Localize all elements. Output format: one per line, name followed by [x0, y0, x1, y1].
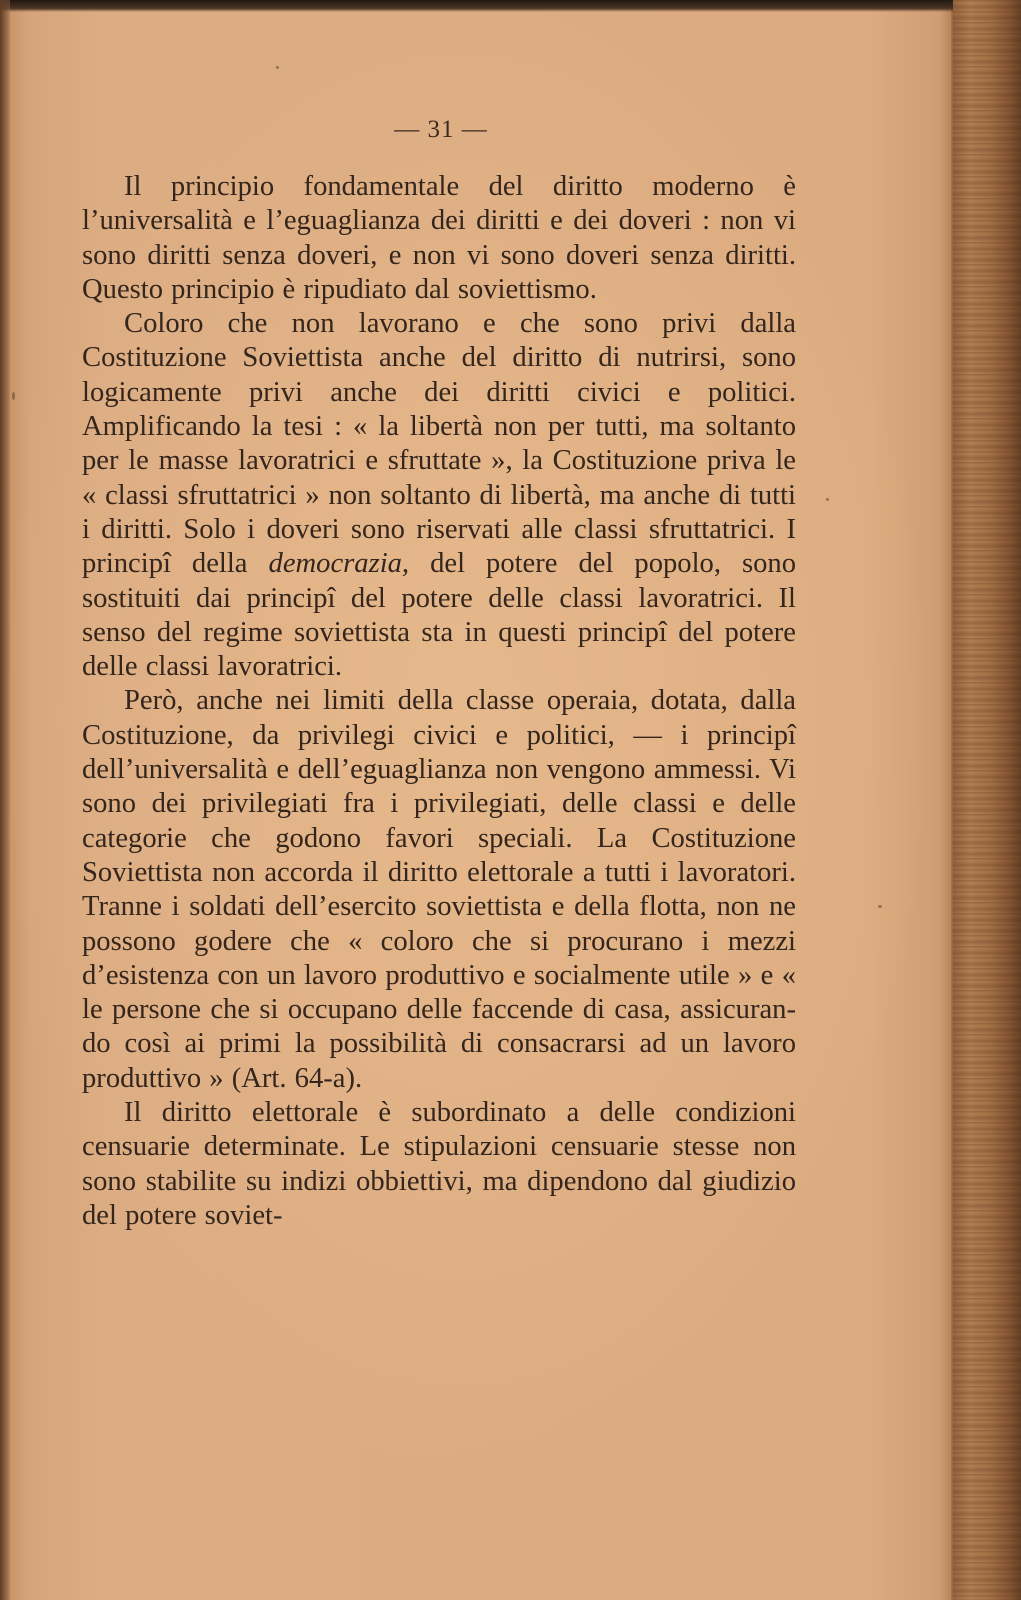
page-number: — 31 —: [394, 116, 488, 143]
paper-speck: [826, 498, 829, 501]
page-left-edge: [0, 0, 10, 1600]
paragraph-2-text-end: del potere del popolo, sono sostituiti dai principî del potere delle classi lavoratrici. Il senso del regime soviettista sta in questi principî del potere delle classi lavoratrici.: [82, 548, 796, 683]
paper-speck: [12, 392, 15, 400]
paragraph-2-text-start: Coloro che non lavorano e che sono privi dalla Costituzione Soviettista anche del diritto di nutrirsi, sono logicamente privi anche dei diritti civici e politici. Amplificando la tesi : « la libertà non per tutti, ma soltanto per le masse lavoratrici e sfruttate », la Costituzione priva le « classi sfruttatrici » non soltanto di libertà, ma anche di tutti i diritti. Solo i doveri sono riservati alle classi sfruttatrici. I principî della: [82, 308, 796, 580]
paper-speck: [878, 905, 882, 908]
paragraph-4: [82, 1096, 796, 1233]
paragraph-3: [82, 684, 796, 1096]
paper-speck: [276, 66, 279, 69]
page-top-shadow: [0, 0, 1021, 12]
paragraph-1: [82, 170, 796, 307]
paragraph-1-text: Il principio fondamentale del diritto moderno è l’universalità e l’eguaglianza dei diritti e dei doveri : non vi sono diritti senza doveri, e non vi sono doveri senza diritti. Questo principio è ripudiato dal soviettismo.: [82, 171, 796, 305]
book-spine-edge: [953, 0, 1021, 1600]
paragraph-3-text: Però, anche nei limiti della classe operaia, dotata, dalla Costituzione, da privilegi civici e politici, — i principî dell’universalità e dell’eguaglianza non vengono ammessi. Vi sono dei privilegiati fra i privilegiati, delle classi e delle categorie che godono favori speciali. La Costituzione Soviettista non accorda il diritto elettorale a tutti i lavoratori. Tranne i soldati dell’esercito soviettista e della flotta, non ne possono godere che « coloro che si procurano i mezzi d’esistenza con un lavoro produttivo e socialmente utile » e « le persone che si occupano delle faccende di casa, assicurando così ai primi la possibilità di consacrarsi ad un lavoro produttivo » (Art. 64-a).: [82, 685, 796, 1094]
paragraph-4-text: Il diritto elettorale è subordinato a delle condizioni censuarie determinate. Le stipulazioni censuarie stesse non sono stabilite su indizi obbiettivi, ma dipendono dal giudizio del potere soviet-: [82, 1097, 796, 1231]
paragraph-2: [82, 307, 796, 684]
body-text: [82, 170, 796, 1233]
paragraph-2-italic: democrazia,: [268, 548, 410, 580]
